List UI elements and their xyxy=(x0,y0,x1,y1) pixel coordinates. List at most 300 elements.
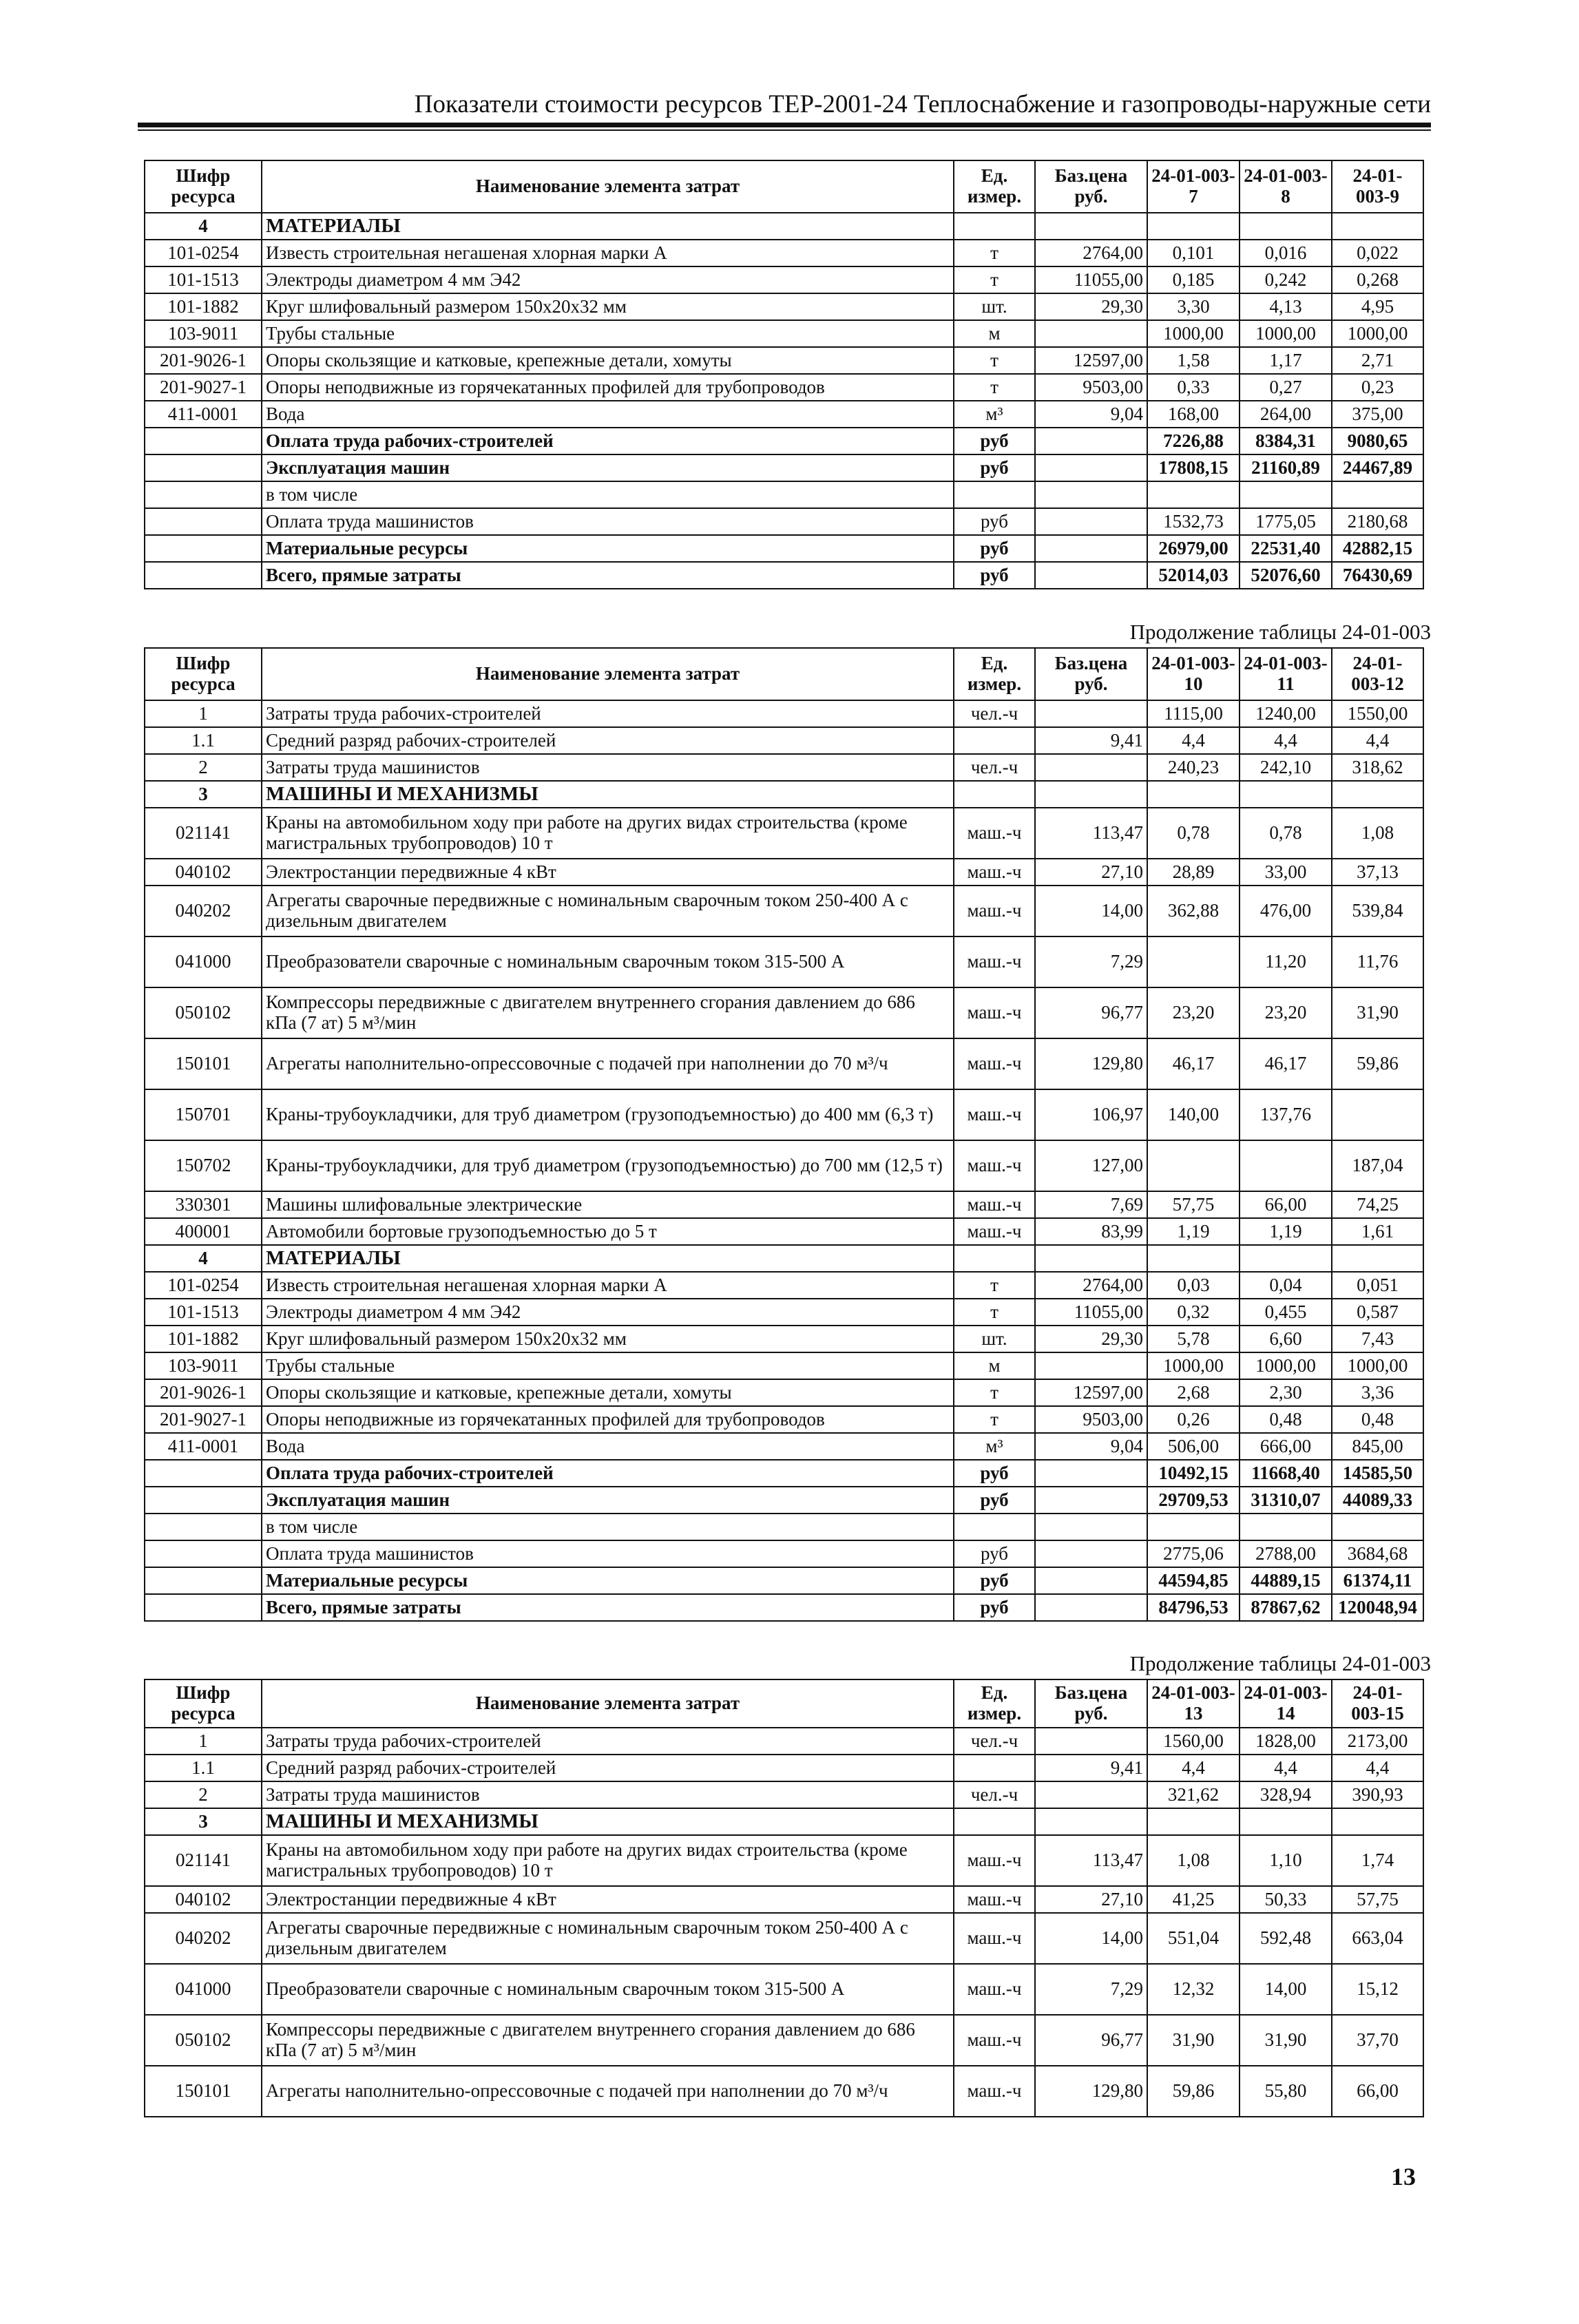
cell-value-1: 2775,06 xyxy=(1147,1540,1240,1567)
header-name: Наименование элемента затрат xyxy=(262,160,954,213)
header-base-price: Баз.цена руб. xyxy=(1035,160,1147,213)
cell-value-2: 31310,07 xyxy=(1240,1487,1332,1514)
cell-name: МАТЕРИАЛЫ xyxy=(262,213,954,240)
cell-value-1: 1532,73 xyxy=(1147,508,1240,535)
continuation-label-2: Продолжение таблицы 24-01-003 xyxy=(1129,1651,1431,1675)
table-row xyxy=(145,428,1423,454)
cell-name: Эксплуатация машин xyxy=(262,1487,954,1514)
cell-base-price xyxy=(1035,481,1147,508)
table-row xyxy=(145,727,1423,754)
table-row xyxy=(145,886,1423,936)
cell-value-1 xyxy=(1147,781,1240,808)
cell-unit: руб xyxy=(954,1567,1035,1594)
cell-value-2: 50,33 xyxy=(1240,1886,1332,1913)
cell-code: 101-0254 xyxy=(145,1272,262,1299)
table-header-row xyxy=(145,160,1423,213)
cell-code: 400001 xyxy=(145,1218,262,1245)
cell-value-3: 375,00 xyxy=(1332,401,1423,428)
cell-value-3: 42882,15 xyxy=(1332,535,1423,562)
header-unit: Ед. измер. xyxy=(954,160,1035,213)
cell-code: 021141 xyxy=(145,1835,262,1886)
cell-value-3: 4,95 xyxy=(1332,293,1423,320)
cell-value-1: 29709,53 xyxy=(1147,1487,1240,1514)
cell-name: Агрегаты наполнительно-опрессовочные с подачей при наполнении до 70 м³/ч xyxy=(262,2066,954,2117)
table-row xyxy=(145,1433,1423,1460)
cell-unit: т xyxy=(954,1379,1035,1406)
cell-base-price: 14,00 xyxy=(1035,1913,1147,1964)
cell-unit xyxy=(954,727,1035,754)
header-unit: Ед. измер. xyxy=(954,648,1035,700)
cell-value-3: 24467,89 xyxy=(1332,454,1423,481)
cell-name: Автомобили бортовые грузоподъемностью до 5 т xyxy=(262,1218,954,1245)
cell-value-3: 61374,11 xyxy=(1332,1567,1423,1594)
cell-unit: чел.-ч xyxy=(954,754,1035,781)
header-code: Шифр ресурса xyxy=(145,648,262,700)
cell-value-2: 0,242 xyxy=(1240,266,1332,293)
cell-unit: руб xyxy=(954,535,1035,562)
cell-unit: маш.-ч xyxy=(954,1964,1035,2015)
cell-value-2: 23,20 xyxy=(1240,987,1332,1038)
cell-value-3 xyxy=(1332,1808,1423,1835)
cell-unit: т xyxy=(954,266,1035,293)
cell-unit: маш.-ч xyxy=(954,1218,1035,1245)
cell-base-price: 14,00 xyxy=(1035,886,1147,936)
cell-base-price: 106,97 xyxy=(1035,1089,1147,1140)
cell-code: 3 xyxy=(145,1808,262,1835)
cell-code xyxy=(145,535,262,562)
table-header-row xyxy=(145,1679,1423,1728)
cell-base-price: 7,29 xyxy=(1035,1964,1147,2015)
cell-name: Известь строительная негашеная хлорная марки А xyxy=(262,1272,954,1299)
cell-base-price xyxy=(1035,508,1147,535)
cell-name: в том числе xyxy=(262,481,954,508)
cell-code: 050102 xyxy=(145,2015,262,2066)
cell-code xyxy=(145,1567,262,1594)
cell-value-3: 845,00 xyxy=(1332,1433,1423,1460)
table-row xyxy=(145,293,1423,320)
header-base-price: Баз.цена руб. xyxy=(1035,648,1147,700)
cell-unit: руб xyxy=(954,1594,1035,1621)
table-row xyxy=(145,1299,1423,1326)
cell-value-1: 59,86 xyxy=(1147,2066,1240,2117)
cell-value-1: 26979,00 xyxy=(1147,535,1240,562)
cell-name: Средний разряд рабочих-строителей xyxy=(262,1755,954,1781)
cell-value-1: 44594,85 xyxy=(1147,1567,1240,1594)
cell-value-1: 168,00 xyxy=(1147,401,1240,428)
cell-unit: маш.-ч xyxy=(954,1835,1035,1886)
cell-code: 150702 xyxy=(145,1140,262,1191)
cell-code: 201-9027-1 xyxy=(145,374,262,401)
table-row xyxy=(145,374,1423,401)
table-row xyxy=(145,1540,1423,1567)
cell-value-3: 663,04 xyxy=(1332,1913,1423,1964)
cell-value-3: 0,48 xyxy=(1332,1406,1423,1433)
table-row xyxy=(145,1272,1423,1299)
cell-code xyxy=(145,508,262,535)
cell-base-price xyxy=(1035,454,1147,481)
cell-value-1: 12,32 xyxy=(1147,1964,1240,2015)
cell-name: Оплата труда машинистов xyxy=(262,508,954,535)
cell-code xyxy=(145,1487,262,1514)
cell-value-1: 0,78 xyxy=(1147,808,1240,859)
page-header: Показатели стоимости ресурсов ТЕР-2001-24 Теплоснабжение и газопроводы-наружные сети xyxy=(414,90,1431,118)
cell-value-2: 33,00 xyxy=(1240,859,1332,886)
cell-value-2: 1,17 xyxy=(1240,347,1332,374)
table-row xyxy=(145,1218,1423,1245)
cell-base-price: 127,00 xyxy=(1035,1140,1147,1191)
cell-value-2: 1,19 xyxy=(1240,1218,1332,1245)
cell-base-price: 9503,00 xyxy=(1035,1406,1147,1433)
cell-unit xyxy=(954,1755,1035,1781)
cell-name: Преобразователи сварочные с номинальным сварочным током 315-500 А xyxy=(262,936,954,987)
cell-value-2 xyxy=(1240,781,1332,808)
cell-name: Компрессоры передвижные с двигателем внутреннего сгорания давлением до 686 кПа (7 ат) 5 м³/мин xyxy=(262,987,954,1038)
table-row xyxy=(145,1089,1423,1140)
cell-unit: маш.-ч xyxy=(954,2015,1035,2066)
cell-code xyxy=(145,454,262,481)
cell-value-2 xyxy=(1240,1140,1332,1191)
cell-base-price xyxy=(1035,1808,1147,1835)
table-row xyxy=(145,481,1423,508)
cell-name: Электроды диаметром 4 мм Э42 xyxy=(262,266,954,293)
cell-name: МАТЕРИАЛЫ xyxy=(262,1245,954,1272)
cell-value-3: 37,13 xyxy=(1332,859,1423,886)
cell-code xyxy=(145,1514,262,1540)
cell-name: МАШИНЫ И МЕХАНИЗМЫ xyxy=(262,781,954,808)
cell-value-1: 3,30 xyxy=(1147,293,1240,320)
cell-value-3: 1000,00 xyxy=(1332,320,1423,347)
cell-unit: маш.-ч xyxy=(954,936,1035,987)
cell-unit xyxy=(954,781,1035,808)
cell-value-2: 52076,60 xyxy=(1240,562,1332,589)
cell-value-2: 4,13 xyxy=(1240,293,1332,320)
table-row xyxy=(145,2015,1423,2066)
cell-value-2: 1000,00 xyxy=(1240,1352,1332,1379)
header-name: Наименование элемента затрат xyxy=(262,648,954,700)
cell-value-1: 506,00 xyxy=(1147,1433,1240,1460)
cell-name: Краны на автомобильном ходу при работе на других видах строительства (кроме магистральных трубопроводов) 10 т xyxy=(262,808,954,859)
table-row xyxy=(145,320,1423,347)
cell-value-1: 1,58 xyxy=(1147,347,1240,374)
cell-unit: руб xyxy=(954,1487,1035,1514)
cell-base-price xyxy=(1035,1487,1147,1514)
cell-name: Вода xyxy=(262,401,954,428)
header-col2: 24-01-003-11 xyxy=(1240,648,1332,700)
table-row xyxy=(145,454,1423,481)
table-body xyxy=(145,1728,1423,2117)
cost-table-2 xyxy=(144,647,1424,1622)
cell-base-price xyxy=(1035,1460,1147,1487)
cell-unit: маш.-ч xyxy=(954,1140,1035,1191)
table-row xyxy=(145,266,1423,293)
cell-code: 040202 xyxy=(145,886,262,936)
cell-value-1: 4,4 xyxy=(1147,1755,1240,1781)
cell-value-1 xyxy=(1147,1514,1240,1540)
table-row xyxy=(145,1140,1423,1191)
cell-name: Круг шлифовальный размером 150x20x32 мм xyxy=(262,293,954,320)
cell-unit: чел.-ч xyxy=(954,700,1035,727)
table-row xyxy=(145,1728,1423,1755)
cell-value-1: 5,78 xyxy=(1147,1326,1240,1352)
cell-base-price: 12597,00 xyxy=(1035,1379,1147,1406)
cell-value-2: 0,04 xyxy=(1240,1272,1332,1299)
cell-base-price: 9,04 xyxy=(1035,1433,1147,1460)
cell-value-3: 1000,00 xyxy=(1332,1352,1423,1379)
cell-value-3: 2180,68 xyxy=(1332,508,1423,535)
cell-value-3: 37,70 xyxy=(1332,2015,1423,2066)
cell-value-1: 17808,15 xyxy=(1147,454,1240,481)
cell-value-2 xyxy=(1240,481,1332,508)
cell-name: Эксплуатация машин xyxy=(262,454,954,481)
cell-unit: чел.-ч xyxy=(954,1781,1035,1808)
cell-code: 4 xyxy=(145,1245,262,1272)
cell-code: 101-1513 xyxy=(145,1299,262,1326)
cell-code: 1.1 xyxy=(145,1755,262,1781)
cell-unit: маш.-ч xyxy=(954,1191,1035,1218)
cell-name: Затраты труда машинистов xyxy=(262,1781,954,1808)
cell-unit xyxy=(954,1514,1035,1540)
cell-value-2: 0,016 xyxy=(1240,240,1332,266)
cell-value-1: 2,68 xyxy=(1147,1379,1240,1406)
table-row xyxy=(145,240,1423,266)
cell-code: 201-9026-1 xyxy=(145,1379,262,1406)
cell-value-1: 362,88 xyxy=(1147,886,1240,936)
cell-value-2: 592,48 xyxy=(1240,1913,1332,1964)
table-row xyxy=(145,1514,1423,1540)
table-row xyxy=(145,1038,1423,1089)
cell-base-price xyxy=(1035,1352,1147,1379)
cell-name: Оплата труда рабочих-строителей xyxy=(262,1460,954,1487)
header-name: Наименование элемента затрат xyxy=(262,1679,954,1728)
table-row xyxy=(145,859,1423,886)
cell-value-3: 59,86 xyxy=(1332,1038,1423,1089)
cell-name: МАШИНЫ И МЕХАНИЗМЫ xyxy=(262,1808,954,1835)
cell-value-3: 318,62 xyxy=(1332,754,1423,781)
cell-code: 150701 xyxy=(145,1089,262,1140)
cell-code: 040102 xyxy=(145,859,262,886)
header-col3: 24-01-003-12 xyxy=(1332,648,1423,700)
cell-unit: т xyxy=(954,1272,1035,1299)
cell-value-1 xyxy=(1147,1140,1240,1191)
cell-code: 101-0254 xyxy=(145,240,262,266)
cell-unit: т xyxy=(954,240,1035,266)
table-body xyxy=(145,700,1423,1621)
cell-base-price: 9,04 xyxy=(1035,401,1147,428)
cell-name: Агрегаты наполнительно-опрессовочные с подачей при наполнении до 70 м³/ч xyxy=(262,1038,954,1089)
cell-value-3 xyxy=(1332,1514,1423,1540)
cell-name: Всего, прямые затраты xyxy=(262,1594,954,1621)
cell-value-3: 539,84 xyxy=(1332,886,1423,936)
cell-name: Трубы стальные xyxy=(262,1352,954,1379)
cell-name: Электроды диаметром 4 мм Э42 xyxy=(262,1299,954,1326)
cell-value-3: 390,93 xyxy=(1332,1781,1423,1808)
cell-base-price xyxy=(1035,1781,1147,1808)
cell-value-3: 15,12 xyxy=(1332,1964,1423,2015)
cell-code: 1 xyxy=(145,1728,262,1755)
cell-value-2: 264,00 xyxy=(1240,401,1332,428)
cell-value-2: 44889,15 xyxy=(1240,1567,1332,1594)
cell-base-price xyxy=(1035,1728,1147,1755)
table-row xyxy=(145,1460,1423,1487)
cell-code: 411-0001 xyxy=(145,1433,262,1460)
table-row xyxy=(145,1781,1423,1808)
cell-value-2: 4,4 xyxy=(1240,727,1332,754)
cell-name: Круг шлифовальный размером 150x20x32 мм xyxy=(262,1326,954,1352)
cell-unit: маш.-ч xyxy=(954,808,1035,859)
cell-code: 050102 xyxy=(145,987,262,1038)
cell-value-1: 0,32 xyxy=(1147,1299,1240,1326)
cell-value-1: 1,08 xyxy=(1147,1835,1240,1886)
cell-value-2: 2788,00 xyxy=(1240,1540,1332,1567)
cell-value-1: 84796,53 xyxy=(1147,1594,1240,1621)
cell-value-3 xyxy=(1332,1089,1423,1140)
cell-name: Электростанции передвижные 4 кВт xyxy=(262,859,954,886)
cell-name: Опоры скользящие и катковые, крепежные детали, хомуты xyxy=(262,347,954,374)
cell-value-1: 52014,03 xyxy=(1147,562,1240,589)
cell-name: Оплата труда рабочих-строителей xyxy=(262,428,954,454)
table-row xyxy=(145,1191,1423,1218)
cell-unit: т xyxy=(954,347,1035,374)
cell-code xyxy=(145,562,262,589)
cell-value-3: 1,61 xyxy=(1332,1218,1423,1245)
cell-unit: шт. xyxy=(954,293,1035,320)
cell-code: 101-1882 xyxy=(145,1326,262,1352)
cell-value-2: 11668,40 xyxy=(1240,1460,1332,1487)
table-header-row xyxy=(145,648,1423,700)
cell-name: Опоры неподвижные из горячекатанных профилей для трубопроводов xyxy=(262,1406,954,1433)
header-rule xyxy=(138,123,1431,127)
cell-base-price xyxy=(1035,562,1147,589)
cell-value-3: 9080,65 xyxy=(1332,428,1423,454)
cell-unit: руб xyxy=(954,428,1035,454)
cell-value-2: 1240,00 xyxy=(1240,700,1332,727)
cell-base-price: 7,69 xyxy=(1035,1191,1147,1218)
cell-base-price: 29,30 xyxy=(1035,1326,1147,1352)
cell-value-3: 2173,00 xyxy=(1332,1728,1423,1755)
cell-value-3: 2,71 xyxy=(1332,347,1423,374)
cell-value-3 xyxy=(1332,213,1423,240)
cell-value-3: 187,04 xyxy=(1332,1140,1423,1191)
cell-value-2: 31,90 xyxy=(1240,2015,1332,2066)
cell-value-1: 140,00 xyxy=(1147,1089,1240,1140)
cell-value-3: 1550,00 xyxy=(1332,700,1423,727)
cell-name: Материальные ресурсы xyxy=(262,535,954,562)
cell-value-1: 23,20 xyxy=(1147,987,1240,1038)
cell-value-1: 1,19 xyxy=(1147,1218,1240,1245)
cell-base-price: 96,77 xyxy=(1035,987,1147,1038)
cell-unit: маш.-ч xyxy=(954,859,1035,886)
table-row xyxy=(145,401,1423,428)
cell-value-1: 1115,00 xyxy=(1147,700,1240,727)
cell-unit: маш.-ч xyxy=(954,987,1035,1038)
cell-value-1: 0,26 xyxy=(1147,1406,1240,1433)
table-row xyxy=(145,1913,1423,1964)
page-number: 13 xyxy=(1391,2163,1416,2190)
cell-unit xyxy=(954,481,1035,508)
cell-value-1: 0,185 xyxy=(1147,266,1240,293)
cell-value-3: 11,76 xyxy=(1332,936,1423,987)
cell-unit: руб xyxy=(954,1460,1035,1487)
cell-value-2: 21160,89 xyxy=(1240,454,1332,481)
cell-base-price: 83,99 xyxy=(1035,1218,1147,1245)
cell-code: 2 xyxy=(145,754,262,781)
cell-base-price: 96,77 xyxy=(1035,2015,1147,2066)
cell-value-2: 666,00 xyxy=(1240,1433,1332,1460)
cell-value-1: 1000,00 xyxy=(1147,320,1240,347)
table-row xyxy=(145,700,1423,727)
table-row xyxy=(145,1886,1423,1913)
cell-value-2: 328,94 xyxy=(1240,1781,1332,1808)
cell-unit: т xyxy=(954,1406,1035,1433)
table-row xyxy=(145,562,1423,589)
cell-value-2: 1775,05 xyxy=(1240,508,1332,535)
header-unit: Ед. измер. xyxy=(954,1679,1035,1728)
cell-unit xyxy=(954,1808,1035,1835)
cell-value-1: 31,90 xyxy=(1147,2015,1240,2066)
cell-value-1: 0,03 xyxy=(1147,1272,1240,1299)
table-row xyxy=(145,347,1423,374)
cell-base-price xyxy=(1035,700,1147,727)
cell-value-2: 0,27 xyxy=(1240,374,1332,401)
cell-code: 040102 xyxy=(145,1886,262,1913)
cell-value-3: 31,90 xyxy=(1332,987,1423,1038)
cell-value-2: 242,10 xyxy=(1240,754,1332,781)
cell-value-3: 0,268 xyxy=(1332,266,1423,293)
cell-code: 103-9011 xyxy=(145,1352,262,1379)
cell-base-price: 12597,00 xyxy=(1035,347,1147,374)
cell-name: Агрегаты сварочные передвижные с номинальным сварочным током 250-400 А с дизельным двигателем xyxy=(262,1913,954,1964)
table-row xyxy=(145,1379,1423,1406)
cell-value-3: 0,23 xyxy=(1332,374,1423,401)
cell-value-2: 55,80 xyxy=(1240,2066,1332,2117)
cell-name: Затраты труда рабочих-строителей xyxy=(262,700,954,727)
cell-name: в том числе xyxy=(262,1514,954,1540)
cell-value-1: 7226,88 xyxy=(1147,428,1240,454)
cell-code: 2 xyxy=(145,1781,262,1808)
cell-base-price: 7,29 xyxy=(1035,936,1147,987)
cell-base-price xyxy=(1035,1567,1147,1594)
cost-table-1 xyxy=(144,160,1424,589)
table-body xyxy=(145,213,1423,589)
cell-base-price xyxy=(1035,535,1147,562)
cell-value-3: 66,00 xyxy=(1332,2066,1423,2117)
cell-value-2 xyxy=(1240,1514,1332,1540)
cell-value-3: 0,022 xyxy=(1332,240,1423,266)
cell-unit: руб xyxy=(954,1540,1035,1567)
cell-code: 3 xyxy=(145,781,262,808)
cell-value-2: 11,20 xyxy=(1240,936,1332,987)
table-row xyxy=(145,781,1423,808)
cell-name: Агрегаты сварочные передвижные с номинальным сварочным током 250-400 А с дизельным двигателем xyxy=(262,886,954,936)
cell-name: Известь строительная негашеная хлорная марки А xyxy=(262,240,954,266)
table-row xyxy=(145,1487,1423,1514)
cell-base-price xyxy=(1035,428,1147,454)
table-row xyxy=(145,1245,1423,1272)
cell-base-price xyxy=(1035,781,1147,808)
table-row xyxy=(145,213,1423,240)
cell-unit: т xyxy=(954,374,1035,401)
cell-code: 101-1513 xyxy=(145,266,262,293)
cell-value-2: 0,48 xyxy=(1240,1406,1332,1433)
cell-name: Компрессоры передвижные с двигателем внутреннего сгорания давлением до 686 кПа (7 ат) 5 м³/мин xyxy=(262,2015,954,2066)
cell-unit: маш.-ч xyxy=(954,886,1035,936)
cell-value-3 xyxy=(1332,1245,1423,1272)
table-row xyxy=(145,508,1423,535)
cell-value-2: 22531,40 xyxy=(1240,535,1332,562)
cell-value-3: 7,43 xyxy=(1332,1326,1423,1352)
cell-base-price: 2764,00 xyxy=(1035,240,1147,266)
cell-base-price xyxy=(1035,320,1147,347)
